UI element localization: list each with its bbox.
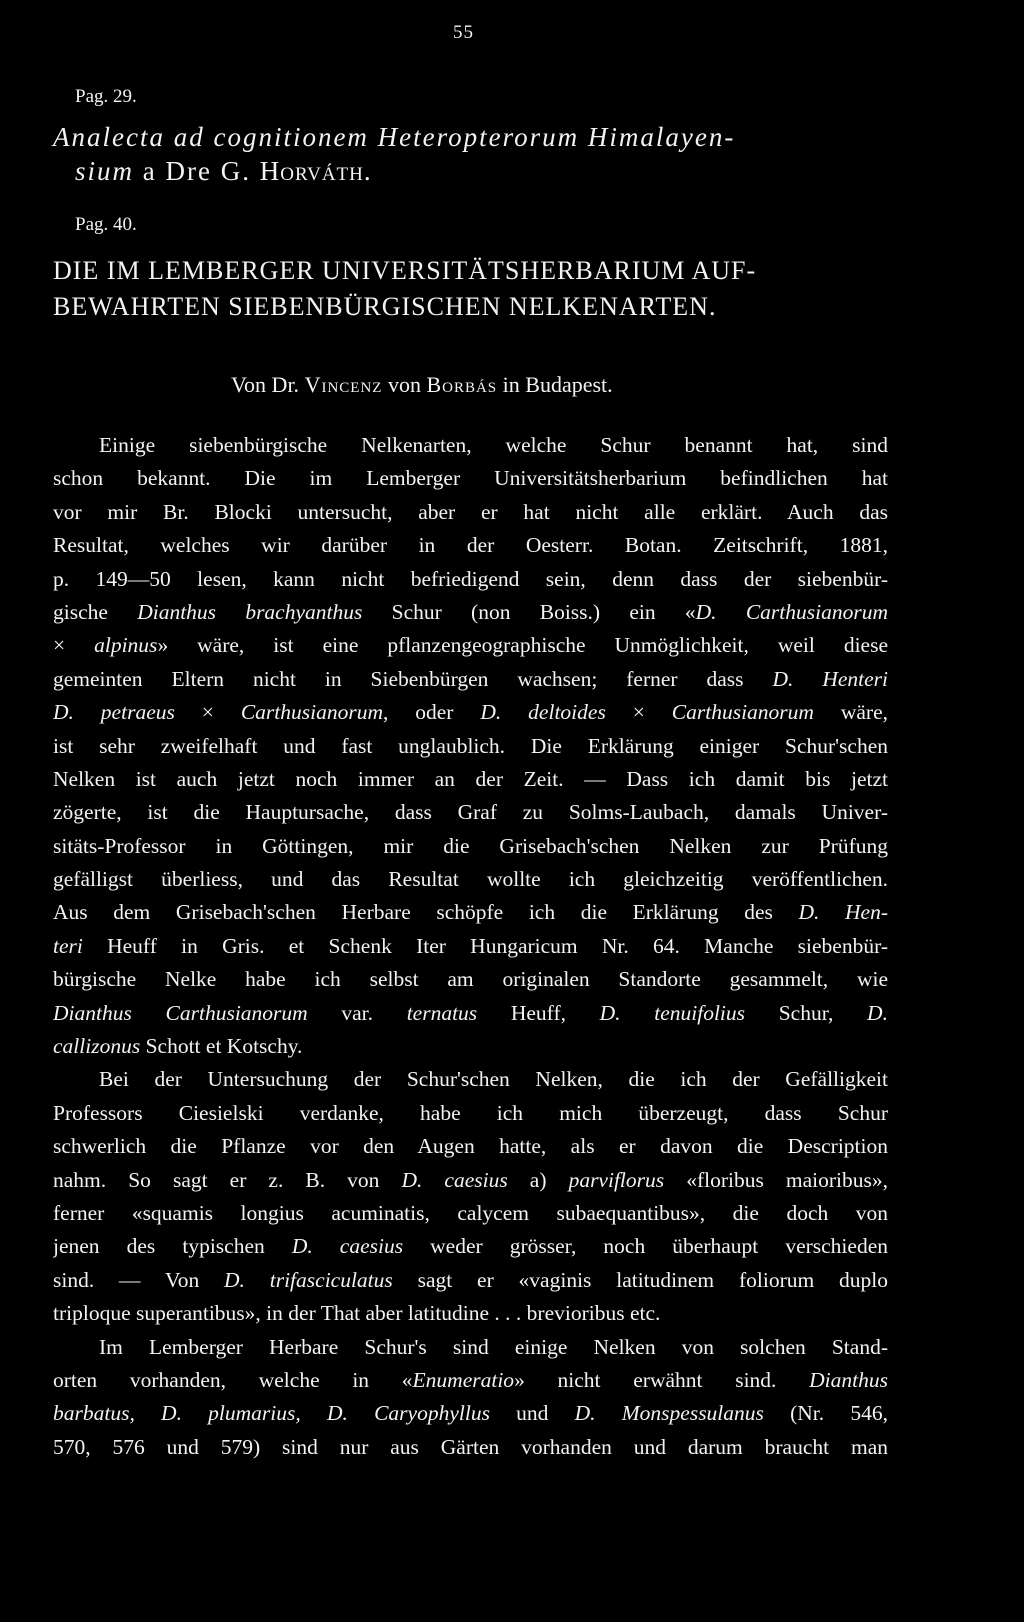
text-line: gefälligst überliess, und das Resultat wollte ich gleichzeitig veröffentlichen.	[53, 867, 888, 892]
page-reference-1: Pag. 29.	[75, 86, 137, 107]
text-line: × alpinus» wäre, ist eine pflanzengeographische Unmöglichkeit, weil diese	[53, 633, 888, 658]
text-line: nahm. So sagt er z. B. von D. caesius a) parviflorus «floribus maioribus»,	[53, 1167, 888, 1192]
text-line: triploque superantibus», in der That aber latitudine . . . brevioribus etc.	[53, 1301, 661, 1326]
text-line: callizonus Schott et Kotschy.	[53, 1034, 303, 1059]
text-line: Nelken ist auch jetzt noch immer an der Zeit. — Dass ich damit bis jetzt	[53, 766, 888, 791]
text-line: Im Lemberger Herbare Schur's sind einige Nelken von solchen Stand-	[99, 1334, 888, 1359]
text-line: 570, 576 und 579) sind nur aus Gärten vorhanden und darum braucht man	[53, 1434, 888, 1459]
text-line: schwerlich die Pflanze vor den Augen hatte, als er davon die Description	[53, 1134, 888, 1159]
text-line: Professors Ciesielski verdanke, habe ich mich überzeugt, dass Schur	[53, 1100, 888, 1125]
text-line: ferner «squamis longius acuminatis, calycem subaequantibus», die doch von	[53, 1200, 888, 1225]
text-line: jenen des typischen D. caesius weder grösser, noch überhaupt verschieden	[53, 1234, 888, 1259]
text-line: teri Heuff in Gris. et Schenk Iter Hungaricum Nr. 64. Manche siebenbür-	[53, 933, 888, 958]
page-reference-2: Pag. 40.	[75, 214, 137, 235]
author-location: in Budapest.	[497, 372, 613, 397]
section-heading-line-2: BEWAHRTEN SIEBENBÜRGISCHEN NELKENARTEN.	[53, 292, 717, 321]
title-word: sium	[75, 156, 135, 186]
text-line: Einige siebenbürgische Nelkenarten, welche Schur benannt hat, sind	[99, 433, 888, 457]
text-line: sitäts-Professor in Göttingen, mir die Grisebach'schen Nelken zur Prüfung	[53, 833, 888, 858]
section-heading-line-1: DIE IM LEMBERGER UNIVERSITÄTSHERBARIUM AUF-	[53, 256, 757, 285]
text-line: p. 149—50 lesen, kann nicht befriedigend sein, denn dass der siebenbür-	[53, 566, 888, 591]
body-text	[53, 429, 888, 1464]
article-title-line-1: Analecta ad cognitionem Heteropterorum Himalayen-	[53, 122, 736, 152]
text-line: D. petraeus × Carthusianorum, oder D. deltoides × Carthusianorum wäre,	[53, 700, 888, 725]
author-prefix: Von Dr.	[231, 372, 305, 397]
text-line: gische Dianthus brachyanthus Schur (non Boiss.) ein «D. Carthusianorum	[53, 599, 888, 624]
text-line: bürgische Nelke habe ich selbst am originalen Standorte gesammelt, wie	[53, 967, 888, 992]
text-line: Bei der Untersuchung der Schur'schen Nelken, die ich der Gefälligkeit	[99, 1067, 888, 1092]
text-line: zögerte, ist die Hauptursache, dass Graf zu Solms-Laubach, damals Univer-	[53, 800, 888, 825]
text-line: schon bekannt. Die im Lemberger Universitätsherbarium befindlichen hat	[53, 466, 888, 491]
title-attribution: a Dre G.	[134, 156, 260, 186]
text-line: orten vorhanden, welche in «Enumeratio» nicht erwähnt sind. Dianthus	[53, 1367, 888, 1392]
page-number: 55	[453, 22, 474, 43]
author-first-name: Vincenz	[304, 372, 383, 397]
author-line	[231, 372, 613, 398]
author-surname: Borbás	[426, 372, 498, 397]
text-line: Aus dem Grisebach'schen Herbare schöpfe ich die Erklärung des D. Hen-	[53, 900, 888, 925]
article-title-line-2	[75, 154, 372, 188]
text-line: Resultat, welches wir darüber in der Oesterr. Botan. Zeitschrift, 1881,	[53, 533, 888, 558]
title-author: Horváth.	[259, 156, 372, 186]
text-line: ist sehr zweifelhaft und fast unglaublich. Die Erklärung einiger Schur'schen	[53, 733, 888, 758]
text-line: gemeinten Eltern nicht in Siebenbürgen wachsen; ferner dass D. Henteri	[53, 666, 888, 691]
text-line: Dianthus Carthusianorum var. ternatus Heuff, D. tenuifolius Schur, D.	[53, 1000, 888, 1025]
text-line: vor mir Br. Blocki untersucht, aber er hat nicht alle erklärt. Auch das	[53, 499, 888, 524]
text-line: barbatus, D. plumarius, D. Caryophyllus und D. Monspessulanus (Nr. 546,	[53, 1401, 888, 1426]
text-line: sind. — Von D. trifasciculatus sagt er «vaginis latitudinem foliorum duplo	[53, 1267, 888, 1292]
author-particle: von	[382, 372, 427, 397]
